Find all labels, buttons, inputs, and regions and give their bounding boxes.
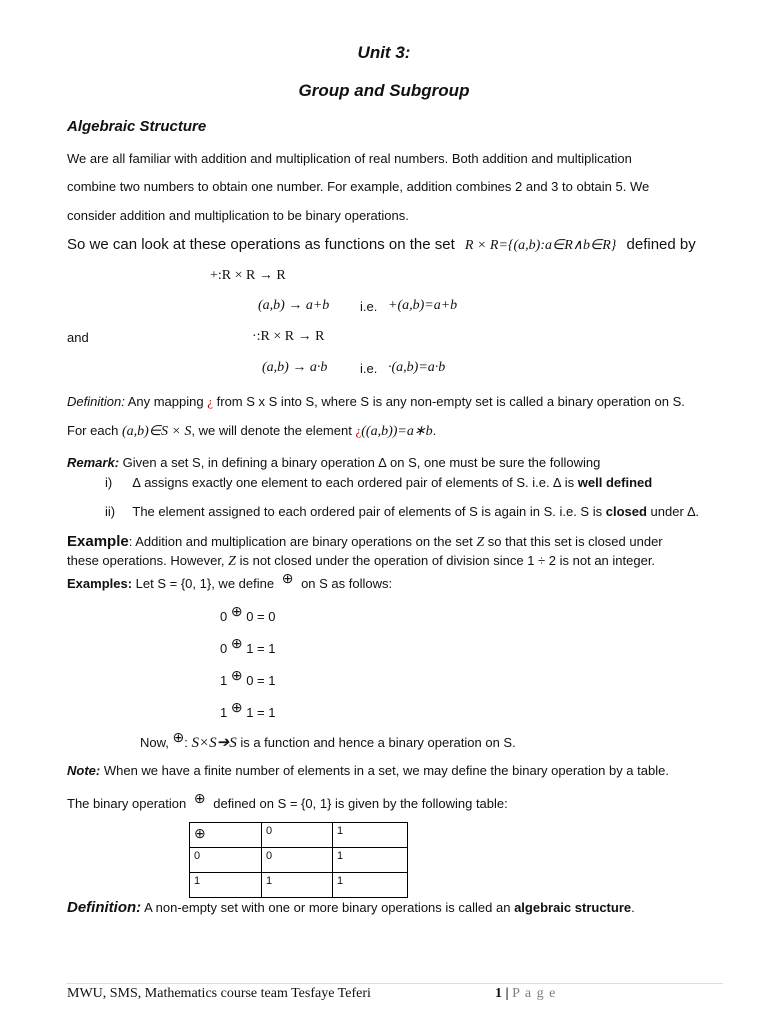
plus-mapping: +:R × R → R bbox=[210, 268, 286, 283]
star-symbol: ¿ bbox=[355, 423, 362, 438]
table-intro bbox=[67, 790, 508, 812]
pair-expression: (a,b)∈S × S bbox=[121, 424, 192, 439]
set-z: Z bbox=[476, 535, 485, 550]
ie-label: i.e. bbox=[360, 361, 378, 376]
list-bold: well defined bbox=[577, 475, 653, 490]
examples-label: Examples: bbox=[67, 576, 133, 591]
examples-line bbox=[67, 570, 393, 592]
table-intro-text: The binary operation bbox=[67, 796, 187, 811]
period: . bbox=[432, 423, 437, 438]
set-z: Z bbox=[228, 554, 236, 569]
definition2-line bbox=[67, 899, 635, 916]
note-text: When we have a finite number of elements in a set, we may define the binary operation by a table. bbox=[103, 763, 669, 778]
ie-label: i.e. bbox=[360, 299, 378, 314]
dot-rule: (a,b) → a·b bbox=[262, 360, 328, 375]
operand: 1 bbox=[220, 673, 228, 688]
page-separator: | bbox=[505, 986, 509, 1001]
definition-text: , we will denote the element bbox=[191, 423, 352, 438]
set-expression: R × R={(a,b):a∈R∧b∈R} bbox=[464, 238, 617, 253]
unit-heading: Unit 3: bbox=[357, 43, 411, 62]
note-line bbox=[67, 763, 669, 778]
oplus-icon: ⊕ bbox=[230, 635, 243, 651]
paragraph-line: consider addition and multiplication to be binary operations. bbox=[67, 208, 409, 223]
list-item bbox=[105, 475, 652, 490]
plus-rule: (a,b) → a+b bbox=[258, 298, 330, 313]
example-text: these operations. However, bbox=[67, 553, 225, 568]
functions-text: So we can look at these operations as functions on the set bbox=[67, 236, 455, 253]
list-number: i) bbox=[105, 475, 113, 490]
example-text: is not closed under the operation of division since 1 ÷ 2 is not an integer. bbox=[239, 553, 656, 568]
operation-row bbox=[220, 667, 276, 689]
footer-page bbox=[495, 986, 556, 1002]
remark-label: Remark: bbox=[67, 455, 120, 470]
operation-result: 0 = 0 bbox=[246, 609, 276, 624]
colon: : bbox=[184, 735, 188, 750]
operation-result: 1 = 1 bbox=[246, 705, 276, 720]
table-row bbox=[190, 873, 408, 898]
map-expression: S×S➔S bbox=[191, 735, 237, 751]
definition-text: For each bbox=[67, 423, 119, 438]
table-cell: 0 bbox=[190, 848, 262, 873]
example-label: Example bbox=[67, 533, 129, 550]
and-label: and bbox=[67, 330, 89, 345]
footer-divider bbox=[66, 983, 723, 984]
operation-row bbox=[220, 699, 276, 721]
now-text: Now, bbox=[140, 735, 169, 750]
operand: 0 bbox=[220, 609, 228, 624]
operation-result: 0 = 1 bbox=[246, 673, 276, 688]
paragraph-line: We are all familiar with addition and multiplication of real numbers. Both addition and multiplication bbox=[67, 151, 632, 166]
example-text: so that this set is closed under bbox=[487, 534, 663, 549]
note-label: Note: bbox=[67, 763, 101, 778]
example-line-2 bbox=[67, 553, 655, 570]
table-cell: 1 bbox=[190, 873, 262, 898]
list-text: ∆ assigns exactly one element to each ordered pair of elements of S. i.e. ∆ is bbox=[132, 475, 575, 490]
oplus-icon: ⊕ bbox=[172, 729, 185, 745]
page-word: P a g e bbox=[512, 986, 557, 1001]
oplus-icon: ⊕ bbox=[281, 570, 294, 586]
definition-text: Any mapping bbox=[127, 394, 204, 409]
star-symbol: ¿ bbox=[207, 394, 214, 409]
element-expression: ((a,b))=a∗b bbox=[361, 424, 433, 439]
page-title: Group and Subgroup bbox=[298, 81, 470, 100]
definition-line-2 bbox=[67, 423, 436, 440]
definition-label: Definition: bbox=[67, 394, 125, 409]
oplus-icon: ⊕ bbox=[230, 699, 243, 715]
example-line bbox=[67, 533, 663, 551]
table-intro-text: defined on S = {0, 1} is given by the following table: bbox=[213, 796, 508, 811]
table-cell: 1 bbox=[333, 823, 408, 848]
table-cell: 0 bbox=[262, 823, 333, 848]
page-number: 1 bbox=[495, 986, 502, 1001]
period: . bbox=[631, 900, 635, 915]
definition2-bold: algebraic structure bbox=[514, 900, 632, 915]
operation-row bbox=[220, 603, 276, 625]
defined-by-text: defined by bbox=[626, 236, 696, 253]
footer-left: MWU, SMS, Mathematics course team Tesfaye Teferi bbox=[67, 986, 371, 1001]
table-cell: ⊕ bbox=[190, 823, 262, 848]
operation-result: 1 = 1 bbox=[246, 641, 276, 656]
operand: 1 bbox=[220, 705, 228, 720]
remark-text: Given a set S, in defining a binary operation ∆ on S, one must be sure the following bbox=[122, 455, 601, 470]
examples-text: Let S = {0, 1}, we define bbox=[135, 576, 275, 591]
list-number: ii) bbox=[105, 504, 116, 519]
now-line bbox=[140, 729, 516, 752]
definition-line bbox=[67, 394, 685, 410]
definition-text: from S x S into S, where S is any non-empty set is called a binary operation on S. bbox=[216, 394, 685, 409]
dot-mapping: ·:R × R → R bbox=[252, 329, 325, 344]
operand: 0 bbox=[220, 641, 228, 656]
section-heading: Algebraic Structure bbox=[67, 118, 207, 135]
functions-line bbox=[67, 236, 696, 254]
list-bold: closed bbox=[605, 504, 647, 519]
table-cell: 1 bbox=[333, 848, 408, 873]
table-row bbox=[190, 848, 408, 873]
table-header-row bbox=[190, 823, 408, 848]
list-text: under ∆. bbox=[650, 504, 699, 519]
operation-row bbox=[220, 635, 276, 657]
list-item bbox=[105, 504, 699, 519]
operation-table bbox=[189, 822, 408, 898]
definition2-text: A non-empty set with one or more binary operations is called an bbox=[144, 900, 511, 915]
oplus-icon: ⊕ bbox=[230, 667, 243, 683]
table-cell: 0 bbox=[262, 848, 333, 873]
paragraph-line: combine two numbers to obtain one number. For example, addition combines 2 and 3 to obtain 5. We bbox=[67, 179, 650, 194]
oplus-icon: ⊕ bbox=[193, 790, 206, 806]
definition2-label: Definition: bbox=[67, 899, 142, 916]
examples-text: on S as follows: bbox=[301, 576, 393, 591]
list-text: The element assigned to each ordered pair of elements of S is again in S. i.e. S is bbox=[132, 504, 603, 519]
table-cell: 1 bbox=[333, 873, 408, 898]
example-text: : Addition and multiplication are binary operations on the set bbox=[128, 534, 473, 549]
dot-ie: ·(a,b)=a·b bbox=[388, 360, 446, 375]
table-cell: 1 bbox=[262, 873, 333, 898]
remark-line bbox=[67, 455, 600, 470]
now-text: is a function and hence a binary operation on S. bbox=[240, 735, 516, 750]
plus-ie: +(a,b)=a+b bbox=[388, 298, 458, 313]
oplus-icon: ⊕ bbox=[230, 603, 243, 619]
